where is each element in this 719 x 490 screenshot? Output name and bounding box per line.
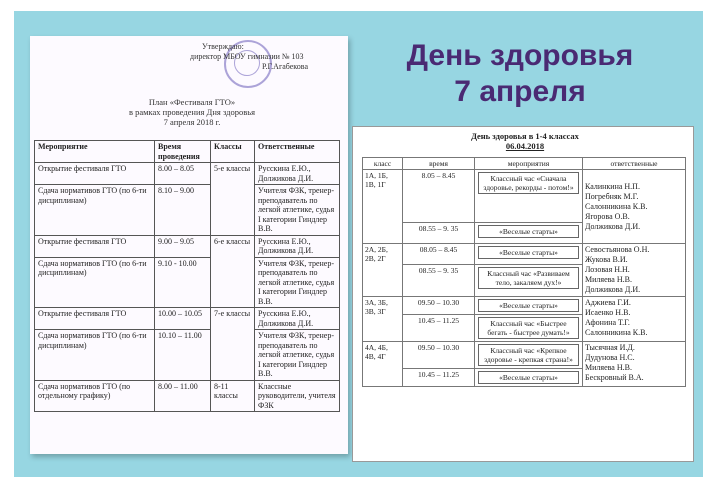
cell-activity <box>475 265 583 297</box>
header-responsible: ответственные <box>583 158 686 170</box>
cell-activity <box>475 223 583 244</box>
cell-responsible: Русскина Е.Ю., Должикова Д.И. <box>255 235 340 257</box>
cell-classes: 6-е классы <box>211 235 255 308</box>
table-row <box>35 257 340 308</box>
schedule-title <box>380 131 670 151</box>
table-row <box>35 235 340 257</box>
table-header-row <box>35 141 340 163</box>
cell-time: 9.10 - 10.00 <box>155 257 211 308</box>
responsible-name: Бескровный В.А. <box>585 373 644 382</box>
activity-box: Классный час «Развиваем тело, закаляем дух!» <box>478 267 579 289</box>
header-classes: Классы <box>211 141 255 163</box>
schedule-date: 06.04.2018 <box>505 141 545 151</box>
responsible-name: Дудунова Н.С. <box>585 353 635 362</box>
cell-event: Открытие фестиваля ГТО <box>35 163 155 185</box>
responsible-name: Погребняк М.Г. <box>585 191 639 201</box>
cell-time: 8.00 – 8.05 <box>155 163 211 185</box>
cell-event: Открытие фестиваля ГТО <box>35 235 155 257</box>
responsible-name: Тысячная И.Д. <box>585 343 635 352</box>
cell-classes: 8-11 классы <box>211 380 255 412</box>
cell-time: 9.00 – 9.05 <box>155 235 211 257</box>
plan-title-line-1: План «Фестиваля ГТО» <box>148 97 236 107</box>
approval-block <box>190 42 340 72</box>
approval-line-2: директор МБОУ гимназии № 103 <box>190 52 304 61</box>
responsible-name: Ягорова О.В. <box>585 211 630 221</box>
responsible-name: Калинкина Н.П. <box>585 181 640 191</box>
cell-time: 8.10 – 9.00 <box>155 185 211 236</box>
table-row <box>363 244 686 265</box>
responsible-name: Севостьянова О.Н. <box>585 245 650 254</box>
cell-event: Сдача нормативов ГТО (по 6-ти дисциплинам) <box>35 330 155 381</box>
cell-class: 1А, 1Б, 1В, 1Г <box>363 170 403 244</box>
cell-responsible: Учителя ФЗК, тренер-преподаватель по легкой атлетике, судья I категории Гиндлер В.В. <box>255 330 340 381</box>
table-row <box>35 185 340 236</box>
table-row <box>363 170 686 223</box>
cell-responsible: Классные руководители, учителя ФЗК <box>255 380 340 412</box>
header-responsible: Ответственные <box>255 141 340 163</box>
festival-table <box>34 140 340 412</box>
approval-line-3: Р.Г.Агабекова <box>262 62 308 71</box>
cell-activity <box>475 342 583 369</box>
table-row <box>35 330 340 381</box>
table-row <box>35 380 340 412</box>
responsible-name: Должикова Д.И. <box>585 221 641 231</box>
cell-time: 09.50 – 10.30 <box>403 297 475 315</box>
cell-time: 10.45 – 11.25 <box>403 369 475 387</box>
cell-event: Сдача нормативов ГТО (по 6-ти дисциплинам) <box>35 185 155 236</box>
headline <box>370 38 670 110</box>
header-time: время <box>403 158 475 170</box>
cell-time: 10.10 – 11.00 <box>155 330 211 381</box>
cell-responsible: Русскина Е.Ю., Должикова Д.И. <box>255 163 340 185</box>
plan-title-line-3: 7 апреля 2018 г. <box>163 117 221 127</box>
cell-time: 09.50 – 10.30 <box>403 342 475 369</box>
responsible-name: Жукова В.И. <box>585 255 628 264</box>
headline-line-2: 7 апреля <box>454 75 586 108</box>
cell-event: Сдача нормативов ГТО (по 6-ти дисциплинам) <box>35 257 155 308</box>
cell-class: 4А, 4Б, 4В, 4Г <box>363 342 403 387</box>
cell-responsible <box>583 244 686 297</box>
cell-event: Открытие фестиваля ГТО <box>35 308 155 330</box>
cell-responsible <box>583 297 686 342</box>
activity-box: Классный час «Крепкое здоровье - крепкая страна!» <box>478 344 579 366</box>
header-event: Мероприятие <box>35 141 155 163</box>
header-time: Время проведения <box>155 141 211 163</box>
cell-activity <box>475 315 583 342</box>
schedule-table <box>362 157 686 387</box>
cell-time: 8.05 – 8.45 <box>403 170 475 223</box>
approval-line-1: Утверждаю: <box>202 42 244 51</box>
cell-time: 08.55 – 9. 35 <box>403 223 475 244</box>
table-row <box>35 163 340 185</box>
cell-activity <box>475 297 583 315</box>
responsible-name: Должикова Д.И. <box>585 285 641 294</box>
activity-box: «Веселые старты» <box>478 371 579 384</box>
responsible-name: Миляева Н.В. <box>585 363 632 372</box>
responsible-name: Салонникина К.В. <box>585 328 648 337</box>
cell-time: 08.05 – 8.45 <box>403 244 475 265</box>
responsible-name: Аджиева Г.И. <box>585 298 631 307</box>
cell-activity <box>475 244 583 265</box>
cell-time: 8.00 – 11.00 <box>155 380 211 412</box>
activity-box: «Веселые старты» <box>478 225 579 238</box>
cell-time: 10.45 – 11.25 <box>403 315 475 342</box>
headline-line-1: День здоровья <box>406 39 634 72</box>
cell-event: Сдача нормативов ГТО (по отдельному графику) <box>35 380 155 412</box>
responsible-name: Афонина Т.Г. <box>585 318 630 327</box>
table-row <box>35 308 340 330</box>
cell-responsible <box>583 170 686 244</box>
activity-box: «Веселые старты» <box>478 246 579 259</box>
plan-title <box>92 97 292 127</box>
table-row <box>363 297 686 315</box>
cell-classes: 5-е классы <box>211 163 255 236</box>
cell-responsible: Учителя ФЗК, тренер-преподаватель по легкой атлетике, судья I категории Гиндлер В.В. <box>255 185 340 236</box>
cell-class: 2А, 2Б, 2В, 2Г <box>363 244 403 297</box>
activity-box: Классный час «Сначала здоровье, рекорды - потом!» <box>478 172 579 194</box>
cell-class: 3А, 3Б, 3В, 3Г <box>363 297 403 342</box>
activity-box: Классный час «Быстрее бегать - быстрее думать!» <box>478 317 579 339</box>
responsible-name: Миляева Н.В. <box>585 275 632 284</box>
responsible-name: Лозовая Н.Н. <box>585 265 630 274</box>
cell-responsible: Учителя ФЗК, тренер-преподаватель по легкой атлетике, судья I категории Гиндлер В.В. <box>255 257 340 308</box>
plan-title-line-2: в рамках проведения Дня здоровья <box>128 107 256 117</box>
cell-classes: 7-е классы <box>211 308 255 381</box>
activity-box: «Веселые старты» <box>478 299 579 312</box>
responsible-name: Салонникина К.В. <box>585 201 648 211</box>
cell-time: 10.00 – 10.05 <box>155 308 211 330</box>
schedule-header-row <box>363 158 686 170</box>
schedule-title-line-1: День здоровья в 1-4 классах <box>471 131 579 141</box>
cell-activity <box>475 369 583 387</box>
header-activities: мероприятия <box>475 158 583 170</box>
table-row <box>363 342 686 369</box>
cell-time: 08.55 – 9. 35 <box>403 265 475 297</box>
responsible-name: Исаенко Н.В. <box>585 308 631 317</box>
header-class: класс <box>363 158 403 170</box>
cell-responsible <box>583 342 686 387</box>
cell-activity <box>475 170 583 223</box>
cell-responsible: Русскина Е.Ю., Должикова Д.И. <box>255 308 340 330</box>
